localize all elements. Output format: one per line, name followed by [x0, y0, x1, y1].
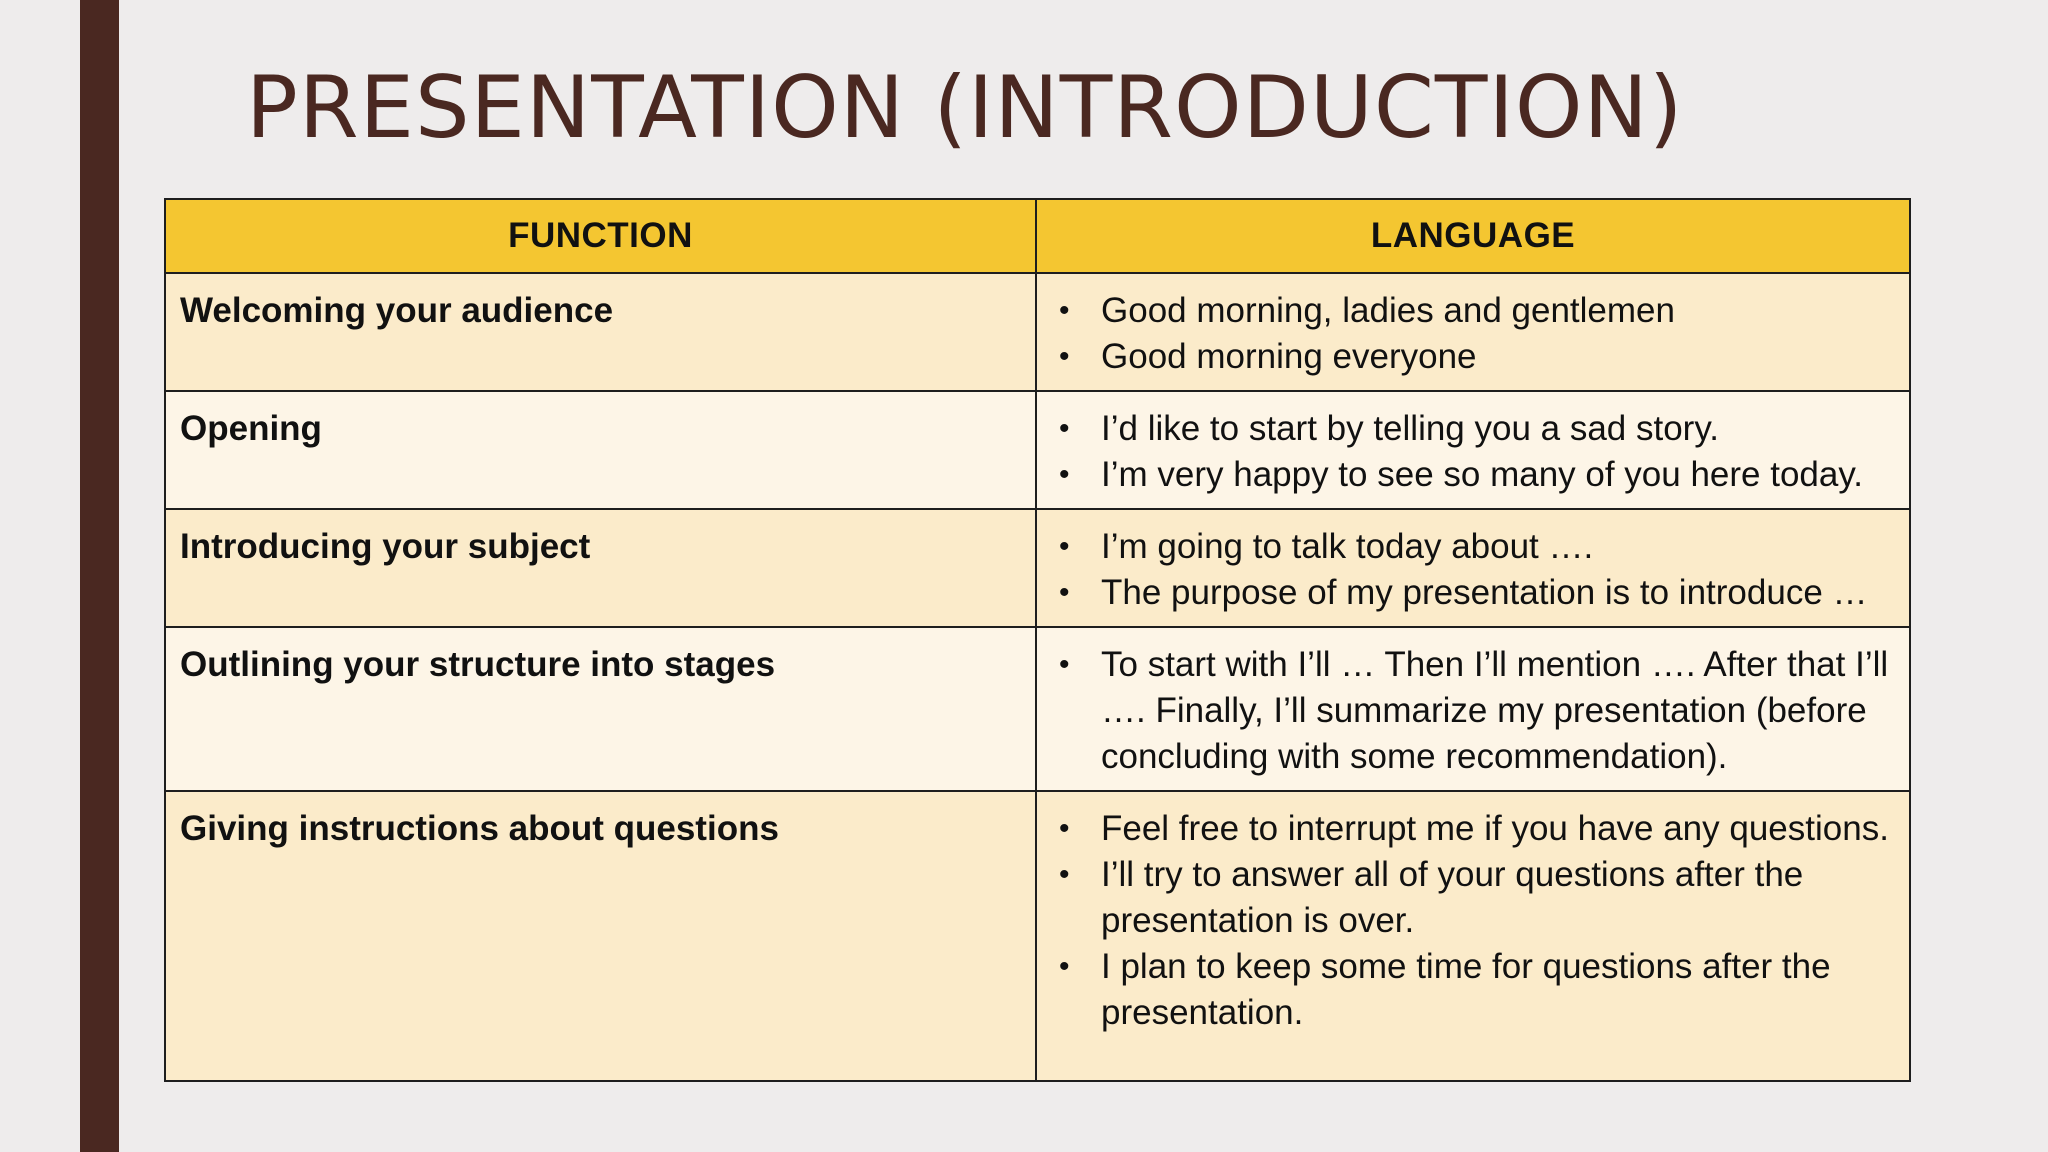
header-language: LANGUAGE	[1036, 199, 1910, 273]
language-list	[1051, 524, 1895, 616]
list-item	[1051, 852, 1895, 944]
bullet-icon: •	[1059, 530, 1070, 563]
list-item	[1051, 288, 1895, 334]
table-row	[165, 273, 1910, 391]
language-list	[1051, 406, 1895, 498]
table-row	[165, 391, 1910, 509]
language-list	[1051, 642, 1895, 780]
table-row	[165, 791, 1910, 1081]
header-function: FUNCTION	[165, 199, 1036, 273]
phrase-text: I’ll try to answer all of your questions after the presentation is over.	[1101, 855, 1804, 940]
list-item	[1051, 406, 1895, 452]
bullet-icon: •	[1059, 340, 1070, 373]
list-item	[1051, 334, 1895, 380]
language-cell	[1036, 627, 1910, 791]
language-list	[1051, 288, 1895, 380]
function-cell: Outlining your structure into stages	[165, 627, 1036, 791]
phrase-text: I’m going to talk today about ….	[1101, 527, 1594, 566]
bullet-icon: •	[1059, 812, 1070, 845]
bullet-icon: •	[1059, 412, 1070, 445]
phrase-text: I plan to keep some time for questions after the presentation.	[1101, 947, 1831, 1032]
list-item	[1051, 452, 1895, 498]
language-cell	[1036, 791, 1910, 1081]
list-item	[1051, 524, 1895, 570]
phrases-table-container	[164, 198, 1909, 1082]
table-row	[165, 509, 1910, 627]
language-cell	[1036, 391, 1910, 509]
table-header-row	[165, 199, 1910, 273]
accent-bar	[80, 0, 119, 1152]
phrase-text: Good morning, ladies and gentlemen	[1101, 291, 1675, 330]
function-cell: Introducing your subject	[165, 509, 1036, 627]
bullet-icon: •	[1059, 858, 1070, 891]
phrase-text: Good morning everyone	[1101, 337, 1477, 376]
phrase-text: Feel free to interrupt me if you have any questions.	[1101, 809, 1889, 848]
list-item	[1051, 642, 1895, 780]
list-item	[1051, 570, 1895, 616]
language-list	[1051, 806, 1895, 1036]
function-cell: Welcoming your audience	[165, 273, 1036, 391]
phrase-text: I’d like to start by telling you a sad story.	[1101, 409, 1719, 448]
phrase-text: To start with I’ll … Then I’ll mention …. After that I’ll …. Finally, I’ll summarize my presentation (before concluding with some recommendation).	[1101, 645, 1889, 776]
list-item	[1051, 806, 1895, 852]
language-cell	[1036, 509, 1910, 627]
language-cell	[1036, 273, 1910, 391]
bullet-icon: •	[1059, 648, 1070, 681]
list-item	[1051, 944, 1895, 1036]
function-cell: Opening	[165, 391, 1036, 509]
bullet-icon: •	[1059, 294, 1070, 327]
bullet-icon: •	[1059, 458, 1070, 491]
function-cell: Giving instructions about questions	[165, 791, 1036, 1081]
table-row	[165, 627, 1910, 791]
phrases-table	[164, 198, 1911, 1082]
bullet-icon: •	[1059, 576, 1070, 609]
phrase-text: I’m very happy to see so many of you here today.	[1101, 455, 1863, 494]
phrase-text: The purpose of my presentation is to introduce …	[1101, 573, 1868, 612]
slide-title: PRESENTATION (INTRODUCTION)	[246, 58, 1684, 158]
bullet-icon: •	[1059, 950, 1070, 983]
